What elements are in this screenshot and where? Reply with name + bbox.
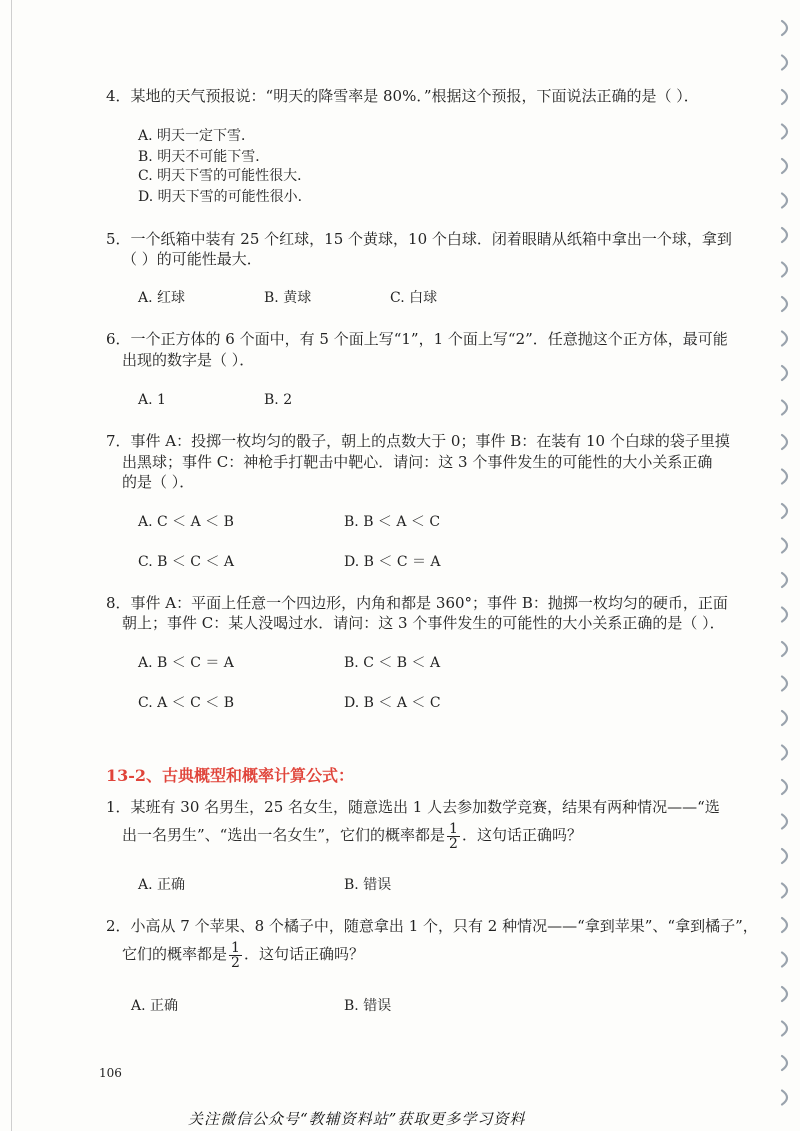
binding-ring [782, 263, 787, 277]
section-question-1-line2-post: ．这句话正确吗？ [461, 826, 582, 844]
question-4-option-b: B. 明天不可能下雪． [138, 149, 270, 165]
section-question-2-option-a: A. 正确 [131, 998, 179, 1014]
binding-ring [782, 987, 787, 1001]
binding-ring [782, 366, 787, 380]
binding-ring [782, 297, 787, 311]
binding-ring [782, 228, 787, 242]
section-question-2-line2-post: ．这句话正确吗？ [243, 945, 364, 963]
section-question-2-line1: 2．小高从 7 个苹果、8 个橘子中，随意拿出 1 个，只有 2 种情况——“拿到苹果”、“拿到橘子”， [106, 917, 758, 935]
question-8-line2: 朝上；事件 C：某人没喝过水．请问：这 3 个事件发生的可能性的大小关系正确的是（ ）． [122, 614, 725, 632]
binding-ring [782, 332, 787, 346]
fraction-denominator: 2 [449, 835, 458, 852]
question-5-option-c: C. 白球 [390, 290, 438, 306]
question-5-line2: （ ）的可能性最大． [122, 250, 262, 268]
question-5-option-a: A. 红球 [138, 290, 186, 306]
binding-ring [782, 918, 787, 932]
binding-ring [782, 504, 787, 518]
question-7-line2: 出黑球；事件 C：神枪手打靶击中靶心．请问：这 3 个事件发生的可能性的大小关系正确 [122, 453, 713, 471]
section-question-1-line2 [122, 818, 582, 852]
binding-ring [782, 194, 787, 208]
section-question-1-option-a: A. 正确 [138, 877, 186, 893]
question-8-option-c: C. A ＜ C ＜ B [138, 695, 235, 711]
binding-ring [782, 401, 787, 415]
section-heading: 13-2、古典概型和概率计算公式： [106, 766, 355, 785]
section-question-1-option-b: B. 错误 [344, 877, 392, 893]
binding-ring [782, 780, 787, 794]
binding-ring [782, 159, 787, 173]
binding-ring [782, 815, 787, 829]
binding-ring [782, 435, 787, 449]
fraction-denominator: 2 [231, 954, 240, 971]
question-4-option-a: A. 明天一定下雪． [138, 128, 256, 144]
question-6-line2: 出现的数字是（ ）． [122, 351, 255, 369]
binding-ring [782, 746, 787, 760]
fraction-one-half [447, 822, 460, 851]
section-question-1-line2-pre: 出一名男生”、“选出一名女生”，它们的概率都是 [122, 826, 446, 844]
fraction-numerator: 1 [231, 939, 240, 956]
question-5-line1: 5．一个纸箱中装有 25 个红球，15 个黄球，10 个白球．闭着眼睛从纸箱中拿出一个球，拿到 [106, 230, 732, 248]
binding-ring [782, 125, 787, 139]
question-7-option-c: C. B ＜ C ＜ A [138, 554, 235, 570]
question-6-option-a: A. 1 [138, 392, 166, 408]
section-question-2-option-b: B. 错误 [344, 998, 392, 1014]
binding-ring [782, 1056, 787, 1070]
question-8-option-a: A. B ＜ C ＝ A [138, 655, 234, 671]
question-8-option-b: B. C ＜ B ＜ A [344, 655, 441, 671]
binding-ring [782, 884, 787, 898]
binding-ring [782, 849, 787, 863]
question-8-option-d: D. B ＜ A ＜ C [344, 695, 441, 711]
binding-ring [782, 608, 787, 622]
question-4-option-d: D. 明天下雪的可能性很小． [138, 189, 312, 205]
section-question-2-line2-pre: 它们的概率都是 [122, 945, 228, 963]
footer-watermark: 关注微信公众号“教辅资料站”获取更多学习资料 [188, 1110, 526, 1128]
binding-ring [782, 21, 787, 35]
binding-ring [782, 90, 787, 104]
page-number: 106 [99, 1066, 122, 1080]
binding-ring [782, 642, 787, 656]
section-question-1-line1: 1．某班有 30 名男生，25 名女生，随意选出 1 人去参加数学竞赛，结果有两种情况——“选 [106, 798, 720, 816]
binding-rings [772, 0, 800, 1131]
binding-ring [782, 1022, 787, 1036]
question-7-line1: 7．事件 A：投掷一枚均匀的骰子，朝上的点数大于 0；事件 B：在装有 10 个白球的袋子里摸 [106, 432, 730, 450]
binding-ring [782, 56, 787, 70]
question-5-option-b: B. 黄球 [264, 290, 312, 306]
binding-ring [782, 539, 787, 553]
section-question-2-line2 [122, 937, 364, 971]
page-edge [11, 0, 12, 1131]
binding-ring [782, 573, 787, 587]
question-7-option-a: A. C ＜ A ＜ B [138, 514, 234, 530]
question-4-option-c: C. 明天下雪的可能性很大． [138, 168, 312, 184]
question-7-option-d: D. B ＜ C ＝ A [344, 554, 441, 570]
binding-ring [782, 470, 787, 484]
question-4-text: 4．某地的天气预报说：“明天的降雪率是 80%．”根据这个预报，下面说法正确的是（ ）． [106, 87, 699, 105]
question-7-option-b: B. B ＜ A ＜ C [344, 514, 441, 530]
question-7-line3: 的是（ ）． [122, 473, 195, 491]
binding-ring [782, 677, 787, 691]
binding-ring [782, 1091, 787, 1105]
question-6-line1: 6．一个正方体的 6 个面中，有 5 个面上写“1”，1 个面上写“2”．任意抛这个正方体，最可能 [106, 330, 728, 348]
fraction-one-half [229, 941, 242, 970]
fraction-numerator: 1 [449, 820, 458, 837]
binding-ring [782, 953, 787, 967]
question-8-line1: 8．事件 A：平面上任意一个四边形，内角和都是 360°；事件 B：抛掷一枚均匀的硬币，正面 [106, 594, 728, 612]
question-6-option-b: B. 2 [264, 392, 293, 408]
binding-ring [782, 711, 787, 725]
